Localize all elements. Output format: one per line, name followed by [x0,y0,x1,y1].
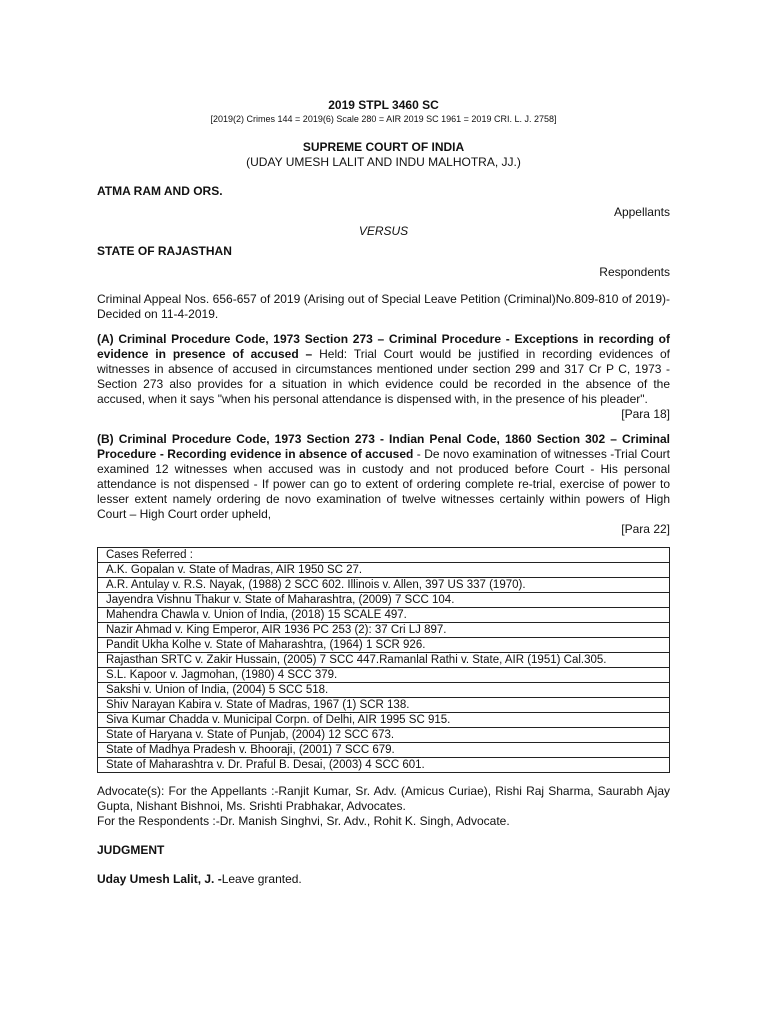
headnote-a-para: [Para 18] [621,407,670,421]
judge-name: Uday Umesh Lalit, J. - [97,872,222,886]
table-row [98,593,670,608]
table-row [98,548,670,563]
table-row [98,668,670,683]
judgment-opening [97,872,670,887]
case-citation: State of Maharashtra v. Dr. Praful B. Desai, (2003) 4 SCC 601. [98,758,670,773]
case-citation: Sakshi v. Union of India, (2004) 5 SCC 518. [98,683,670,698]
parties-block [97,184,670,280]
advocates-respondents: For the Respondents :-Dr. Manish Singhvi, Sr. Adv., Rohit K. Singh, Advocate. [97,814,510,828]
judgment-text: Leave granted. [221,872,302,886]
headnote-a-text: Held: Trial Court would be justified in recording evidences of witnesses in absence of accused in circumstances mentioned under section 299 and 317 Cr P C, 1973 - Section 273 also provides for a situation in which evidence could be recorded in the absence of the accused, when it says "when his personal attendance is dispensed with, in the presence of his pleader". [97,347,670,406]
versus-label: VERSUS [358,224,409,238]
table-row [98,713,670,728]
table-row [98,743,670,758]
table-row [98,728,670,743]
headnote-b [97,432,670,522]
headnote-a-title: (A) Criminal Procedure Code, 1973 Section 273 – Criminal Procedure - Exceptions in recording of evidence in presence of accused – [97,332,670,361]
case-citation: A.R. Antulay v. R.S. Nayak, (1988) 2 SCC 602. Illinois v. Allen, 397 US 337 (1970). [98,578,670,593]
citation-header [97,98,670,170]
document-content [97,98,670,887]
table-row [98,563,670,578]
court-name: SUPREME COURT OF INDIA [302,140,465,154]
table-row [98,638,670,653]
respondent-role: Respondents [599,265,670,279]
table-row [98,683,670,698]
cases-referred-table [97,547,670,773]
headnote-a [97,332,670,407]
headnote-b-para: [Para 22] [621,522,670,536]
case-citation: State of Haryana v. State of Punjab, (2004) 12 SCC 673. [98,728,670,743]
bench-judges: (UDAY UMESH LALIT AND INDU MALHOTRA, JJ.) [246,155,521,169]
case-citation: Mahendra Chawla v. Union of India, (2018) 15 SCALE 497. [98,608,670,623]
table-row [98,578,670,593]
headnote-b-title: (B) Criminal Procedure Code, 1973 Section 273 - Indian Penal Code, 1860 Section 302 – Criminal Procedure - Recording evidence in absence of accused [97,432,670,461]
case-citation: Shiv Narayan Kabira v. State of Madras, 1967 (1) SCR 138. [98,698,670,713]
judgment-heading: JUDGMENT [97,843,165,857]
table-row [98,653,670,668]
table-row [98,608,670,623]
respondent-name: STATE OF RAJASTHAN [97,244,232,258]
case-citation: Jayendra Vishnu Thakur v. State of Maharashtra, (2009) 7 SCC 104. [98,593,670,608]
advocates-appellants: Advocate(s): For the Appellants :-Ranjit Kumar, Sr. Adv. (Amicus Curiae), Rishi Raj Sharma, Saurabh Ajay Gupta, Nishant Bishnoi, Ms. Srishti Prabhakar, Advocates. [97,784,670,813]
table-row [98,758,670,773]
headnote-b-text: - De novo examination of witnesses -Trial Court examined 12 witnesses when accused was in custody and not produced before Court - His personal attendance is not dispensed - If power can go to extent of ordering complete re-trial, exercise of power to lesser extent namely ordering de novo examination of twelve witnesses certainly within powers of High Court – High Court order upheld, [97,447,670,521]
table-row [98,698,670,713]
case-citation: A.K. Gopalan v. State of Madras, AIR 1950 SC 27. [98,563,670,578]
appellant-name: ATMA RAM AND ORS. [97,184,223,198]
appeal-info: Criminal Appeal Nos. 656-657 of 2019 (Arising out of Special Leave Petition (Criminal)No.809-810 of 2019)-Decided on 11-4-2019. [97,292,670,321]
citation-title: 2019 STPL 3460 SC [328,98,439,112]
citation-subtitle: [2019(2) Crimes 144 = 2019(6) Scale 280 = AIR 2019 SC 1961 = 2019 CRI. L. J. 2758] [210,114,557,124]
case-citation: Nazir Ahmad v. King Emperor, AIR 1936 PC 253 (2): 37 Cri LJ 897. [98,623,670,638]
case-citation: Pandit Ukha Kolhe v. State of Maharashtra, (1964) 1 SCR 926. [98,638,670,653]
appellant-role: Appellants [613,205,670,219]
table-row [98,623,670,638]
cases-referred-heading: Cases Referred : [98,548,670,563]
case-citation: S.L. Kapoor v. Jagmohan, (1980) 4 SCC 379. [98,668,670,683]
case-citation: Rajasthan SRTC v. Zakir Hussain, (2005) 7 SCC 447.Ramanlal Rathi v. State, AIR (1951) Cal.305. [98,653,670,668]
case-citation: Siva Kumar Chadda v. Municipal Corpn. of Delhi, AIR 1995 SC 915. [98,713,670,728]
case-citation: State of Madhya Pradesh v. Bhooraji, (2001) 7 SCC 679. [98,743,670,758]
